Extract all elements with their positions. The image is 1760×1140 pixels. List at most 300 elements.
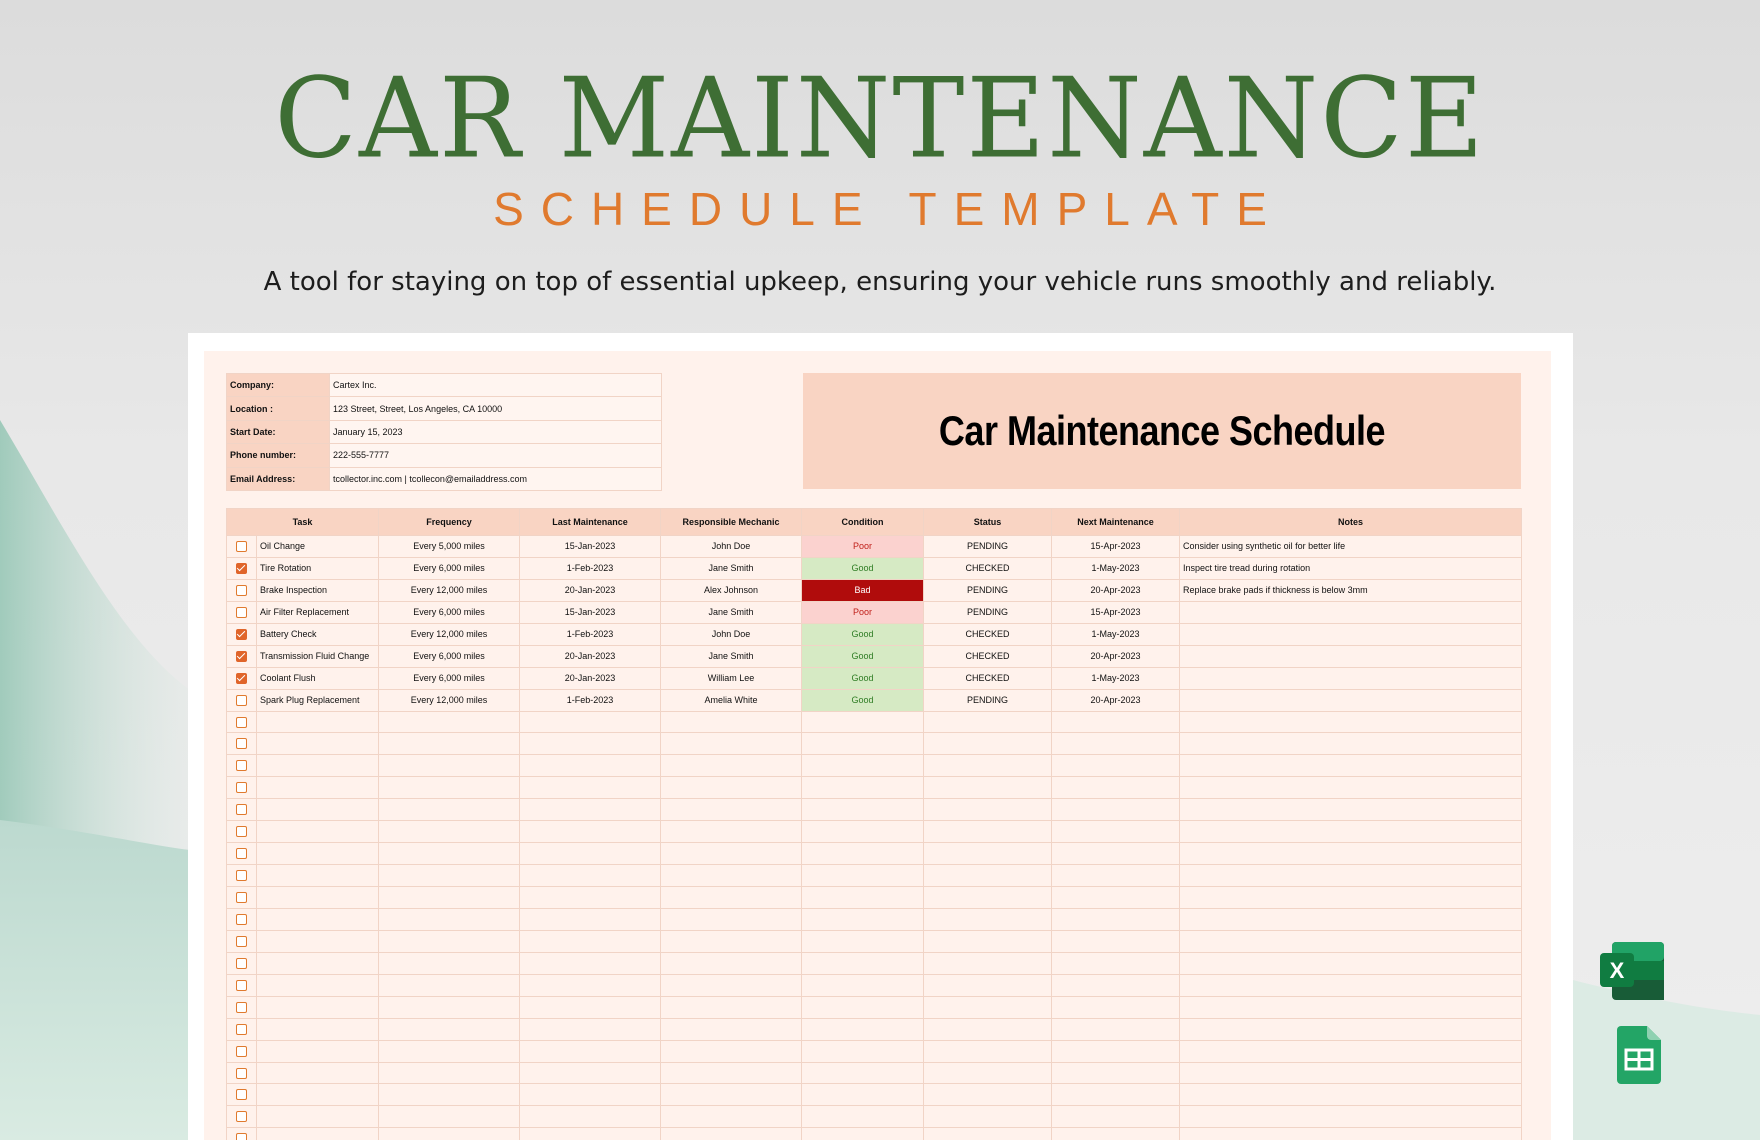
empty-cell[interactable] xyxy=(924,1128,1052,1140)
empty-cell[interactable] xyxy=(379,821,520,843)
empty-cell[interactable] xyxy=(924,1062,1052,1084)
task-cell[interactable]: Spark Plug Replacement xyxy=(257,689,379,711)
empty-cell[interactable] xyxy=(924,711,1052,733)
checkbox-unchecked[interactable] xyxy=(236,1133,247,1140)
empty-cell[interactable] xyxy=(661,887,802,909)
empty-cell[interactable] xyxy=(1052,996,1180,1018)
column-header-last-maintenance[interactable]: Last Maintenance xyxy=(520,509,661,536)
empty-cell[interactable] xyxy=(379,996,520,1018)
empty-cell[interactable] xyxy=(661,755,802,777)
table-body xyxy=(227,536,1522,1140)
empty-cell[interactable] xyxy=(1052,974,1180,996)
empty-cell[interactable] xyxy=(802,865,924,887)
empty-cell[interactable] xyxy=(520,865,661,887)
checkbox-unchecked[interactable] xyxy=(236,1002,247,1013)
empty-cell[interactable] xyxy=(257,1106,379,1128)
empty-cell[interactable] xyxy=(379,1128,520,1140)
empty-cell[interactable] xyxy=(802,733,924,755)
empty-cell[interactable] xyxy=(1180,821,1522,843)
empty-cell[interactable] xyxy=(661,733,802,755)
last-maintenance-cell[interactable]: 20-Jan-2023 xyxy=(520,579,661,601)
empty-cell[interactable] xyxy=(1180,777,1522,799)
empty-cell[interactable] xyxy=(1180,1106,1522,1128)
checkbox-cell xyxy=(227,799,257,821)
empty-cell[interactable] xyxy=(257,1040,379,1062)
frequency-cell[interactable]: Every 6,000 miles xyxy=(379,557,520,579)
checkbox-cell xyxy=(227,733,257,755)
checkbox-cell xyxy=(227,777,257,799)
empty-cell[interactable] xyxy=(924,1040,1052,1062)
empty-cell[interactable] xyxy=(1052,777,1180,799)
empty-cell[interactable] xyxy=(802,1106,924,1128)
empty-cell[interactable] xyxy=(661,1018,802,1040)
empty-cell[interactable] xyxy=(379,952,520,974)
frequency-cell[interactable]: Every 6,000 miles xyxy=(379,601,520,623)
checkbox-unchecked[interactable] xyxy=(236,804,247,815)
empty-cell[interactable] xyxy=(379,755,520,777)
notes-cell[interactable] xyxy=(1180,645,1522,667)
empty-cell[interactable] xyxy=(661,1040,802,1062)
task-cell[interactable]: Brake Inspection xyxy=(257,579,379,601)
empty-cell[interactable] xyxy=(924,974,1052,996)
empty-cell[interactable] xyxy=(1052,755,1180,777)
notes-cell[interactable] xyxy=(1180,601,1522,623)
notes-cell[interactable] xyxy=(1180,667,1522,689)
checkbox-unchecked[interactable] xyxy=(236,541,247,552)
empty-cell[interactable] xyxy=(661,777,802,799)
empty-cell[interactable] xyxy=(379,711,520,733)
empty-cell[interactable] xyxy=(661,821,802,843)
condition-cell[interactable]: Bad xyxy=(802,579,924,601)
checkbox-unchecked[interactable] xyxy=(236,980,247,991)
info-row-email xyxy=(227,467,662,490)
empty-cell[interactable] xyxy=(661,1128,802,1140)
empty-cell[interactable] xyxy=(379,908,520,930)
empty-cell[interactable] xyxy=(257,952,379,974)
checkbox-unchecked[interactable] xyxy=(236,695,247,706)
empty-cell[interactable] xyxy=(520,777,661,799)
empty-cell[interactable] xyxy=(1180,930,1522,952)
empty-cell[interactable] xyxy=(1180,996,1522,1018)
empty-cell[interactable] xyxy=(802,974,924,996)
empty-cell[interactable] xyxy=(661,843,802,865)
checkbox-unchecked[interactable] xyxy=(236,738,247,749)
empty-cell[interactable] xyxy=(379,1040,520,1062)
checkbox-cell xyxy=(227,843,257,865)
last-maintenance-cell[interactable]: 15-Jan-2023 xyxy=(520,536,661,558)
checkbox-cell xyxy=(227,1084,257,1106)
info-row-phone xyxy=(227,444,662,467)
empty-cell[interactable] xyxy=(520,755,661,777)
empty-cell[interactable] xyxy=(379,1018,520,1040)
email-label: Email Address: xyxy=(227,467,330,490)
empty-cell[interactable] xyxy=(661,1106,802,1128)
empty-cell[interactable] xyxy=(661,711,802,733)
checkbox-unchecked[interactable] xyxy=(236,760,247,771)
checkbox-cell xyxy=(227,557,257,579)
empty-cell[interactable] xyxy=(802,996,924,1018)
empty-cell[interactable] xyxy=(520,1128,661,1140)
empty-cell[interactable] xyxy=(257,799,379,821)
task-cell[interactable]: Transmission Fluid Change xyxy=(257,645,379,667)
empty-cell[interactable] xyxy=(1180,952,1522,974)
empty-cell[interactable] xyxy=(520,711,661,733)
empty-cell[interactable] xyxy=(1180,733,1522,755)
checkbox-cell xyxy=(227,821,257,843)
empty-cell[interactable] xyxy=(1052,1128,1180,1140)
status-cell[interactable]: PENDING xyxy=(924,689,1052,711)
condition-cell[interactable]: Good xyxy=(802,689,924,711)
empty-cell[interactable] xyxy=(379,865,520,887)
empty-cell[interactable] xyxy=(257,1018,379,1040)
empty-cell[interactable] xyxy=(802,1062,924,1084)
empty-cell[interactable] xyxy=(520,1040,661,1062)
checkbox-unchecked[interactable] xyxy=(236,870,247,881)
company-value[interactable]: Cartex Inc. xyxy=(330,374,662,397)
column-header-frequency[interactable]: Frequency xyxy=(379,509,520,536)
empty-cell[interactable] xyxy=(520,887,661,909)
empty-cell[interactable] xyxy=(520,1106,661,1128)
empty-cell[interactable] xyxy=(1052,711,1180,733)
condition-cell[interactable]: Good xyxy=(802,557,924,579)
empty-cell[interactable] xyxy=(1052,843,1180,865)
empty-cell[interactable] xyxy=(802,777,924,799)
empty-cell[interactable] xyxy=(520,799,661,821)
status-cell[interactable]: PENDING xyxy=(924,536,1052,558)
checkbox-unchecked[interactable] xyxy=(236,717,247,728)
checkbox-unchecked[interactable] xyxy=(236,826,247,837)
empty-cell[interactable] xyxy=(257,908,379,930)
empty-cell[interactable] xyxy=(379,777,520,799)
empty-cell[interactable] xyxy=(802,821,924,843)
table-row xyxy=(227,601,1522,623)
empty-cell[interactable] xyxy=(924,1018,1052,1040)
checkbox-unchecked[interactable] xyxy=(236,1089,247,1100)
next-maintenance-cell[interactable]: 15-Apr-2023 xyxy=(1052,536,1180,558)
start-date-value[interactable]: January 15, 2023 xyxy=(330,420,662,443)
next-maintenance-cell[interactable]: 20-Apr-2023 xyxy=(1052,689,1180,711)
empty-cell[interactable] xyxy=(257,777,379,799)
checkbox-cell xyxy=(227,1106,257,1128)
empty-cell[interactable] xyxy=(802,1084,924,1106)
empty-cell[interactable] xyxy=(924,821,1052,843)
empty-cell[interactable] xyxy=(924,799,1052,821)
empty-cell[interactable] xyxy=(379,1062,520,1084)
start-date-label: Start Date: xyxy=(227,420,330,443)
empty-cell[interactable] xyxy=(924,843,1052,865)
frequency-cell[interactable]: Every 5,000 miles xyxy=(379,536,520,558)
next-maintenance-cell[interactable]: 20-Apr-2023 xyxy=(1052,579,1180,601)
empty-cell[interactable] xyxy=(661,1062,802,1084)
empty-cell[interactable] xyxy=(520,1084,661,1106)
empty-cell[interactable] xyxy=(924,1084,1052,1106)
mechanic-cell[interactable]: Jane Smith xyxy=(661,601,802,623)
empty-cell[interactable] xyxy=(1052,952,1180,974)
empty-cell[interactable] xyxy=(802,799,924,821)
checkbox-checked[interactable] xyxy=(236,563,247,574)
empty-cell[interactable] xyxy=(520,996,661,1018)
task-cell[interactable]: Battery Check xyxy=(257,623,379,645)
empty-cell[interactable] xyxy=(257,711,379,733)
notes-cell[interactable]: Replace brake pads if thickness is below 3mm xyxy=(1180,579,1522,601)
notes-cell[interactable]: Inspect tire tread during rotation xyxy=(1180,557,1522,579)
status-cell[interactable]: PENDING xyxy=(924,601,1052,623)
next-maintenance-cell[interactable]: 1-May-2023 xyxy=(1052,623,1180,645)
mechanic-cell[interactable]: Amelia White xyxy=(661,689,802,711)
empty-cell[interactable] xyxy=(1052,1106,1180,1128)
mechanic-cell[interactable]: John Doe xyxy=(661,623,802,645)
location-value[interactable]: 123 Street, Street, Los Angeles, CA 10000 xyxy=(330,397,662,420)
empty-cell[interactable] xyxy=(924,908,1052,930)
checkbox-unchecked[interactable] xyxy=(236,1068,247,1079)
empty-cell[interactable] xyxy=(661,930,802,952)
notes-cell[interactable]: Consider using synthetic oil for better life xyxy=(1180,536,1522,558)
empty-cell[interactable] xyxy=(661,952,802,974)
location-label: Location : xyxy=(227,397,330,420)
empty-cell[interactable] xyxy=(1052,821,1180,843)
email-value[interactable]: tcollector.inc.com | tcollecon@emailaddress.com xyxy=(330,467,662,490)
checkbox-unchecked[interactable] xyxy=(236,848,247,859)
empty-cell[interactable] xyxy=(1052,733,1180,755)
empty-cell[interactable] xyxy=(520,1062,661,1084)
empty-cell[interactable] xyxy=(520,1018,661,1040)
empty-cell[interactable] xyxy=(257,865,379,887)
checkbox-cell xyxy=(227,623,257,645)
condition-cell[interactable]: Good xyxy=(802,645,924,667)
empty-cell[interactable] xyxy=(802,711,924,733)
empty-cell[interactable] xyxy=(1180,908,1522,930)
empty-cell[interactable] xyxy=(379,799,520,821)
last-maintenance-cell[interactable]: 20-Jan-2023 xyxy=(520,667,661,689)
empty-cell[interactable] xyxy=(1180,1018,1522,1040)
frequency-cell[interactable]: Every 12,000 miles xyxy=(379,579,520,601)
empty-cell[interactable] xyxy=(924,952,1052,974)
mechanic-cell[interactable]: John Doe xyxy=(661,536,802,558)
notes-cell[interactable] xyxy=(1180,623,1522,645)
status-cell[interactable]: PENDING xyxy=(924,579,1052,601)
checkbox-unchecked[interactable] xyxy=(236,892,247,903)
empty-cell[interactable] xyxy=(661,865,802,887)
checkbox-unchecked[interactable] xyxy=(236,782,247,793)
condition-cell[interactable]: Good xyxy=(802,667,924,689)
checkbox-unchecked[interactable] xyxy=(236,958,247,969)
mechanic-cell[interactable]: Jane Smith xyxy=(661,645,802,667)
info-row-company xyxy=(227,374,662,397)
empty-cell[interactable] xyxy=(802,1128,924,1140)
empty-cell[interactable] xyxy=(802,1018,924,1040)
task-cell[interactable]: Air Filter Replacement xyxy=(257,601,379,623)
checkbox-checked[interactable] xyxy=(236,673,247,684)
frequency-cell[interactable]: Every 12,000 miles xyxy=(379,623,520,645)
empty-cell[interactable] xyxy=(520,843,661,865)
column-header-responsible-mechanic[interactable]: Responsible Mechanic xyxy=(661,509,802,536)
empty-table-row xyxy=(227,1040,1522,1062)
empty-cell[interactable] xyxy=(257,1084,379,1106)
empty-table-row xyxy=(227,1128,1522,1140)
column-header-next-maintenance[interactable]: Next Maintenance xyxy=(1052,509,1180,536)
next-maintenance-cell[interactable]: 1-May-2023 xyxy=(1052,557,1180,579)
task-cell[interactable]: Tire Rotation xyxy=(257,557,379,579)
table-row xyxy=(227,667,1522,689)
empty-cell[interactable] xyxy=(1180,887,1522,909)
checkbox-unchecked[interactable] xyxy=(236,1024,247,1035)
empty-cell[interactable] xyxy=(1052,1062,1180,1084)
checkbox-cell xyxy=(227,1040,257,1062)
status-cell[interactable]: CHECKED xyxy=(924,623,1052,645)
frequency-cell[interactable]: Every 6,000 miles xyxy=(379,645,520,667)
checkbox-checked[interactable] xyxy=(236,629,247,640)
last-maintenance-cell[interactable]: 20-Jan-2023 xyxy=(520,645,661,667)
column-header-notes[interactable]: Notes xyxy=(1180,509,1522,536)
empty-cell[interactable] xyxy=(1052,1018,1180,1040)
empty-table-row xyxy=(227,908,1522,930)
last-maintenance-cell[interactable]: 1-Feb-2023 xyxy=(520,623,661,645)
empty-cell[interactable] xyxy=(802,755,924,777)
empty-cell[interactable] xyxy=(379,733,520,755)
empty-cell[interactable] xyxy=(1180,799,1522,821)
empty-cell[interactable] xyxy=(802,887,924,909)
last-maintenance-cell[interactable]: 1-Feb-2023 xyxy=(520,689,661,711)
empty-cell[interactable] xyxy=(661,1084,802,1106)
empty-cell[interactable] xyxy=(1180,1128,1522,1140)
empty-cell[interactable] xyxy=(520,821,661,843)
empty-cell[interactable] xyxy=(520,908,661,930)
frequency-cell[interactable]: Every 12,000 miles xyxy=(379,689,520,711)
last-maintenance-cell[interactable]: 15-Jan-2023 xyxy=(520,601,661,623)
task-cell[interactable]: Oil Change xyxy=(257,536,379,558)
checkbox-unchecked[interactable] xyxy=(236,936,247,947)
checkbox-checked[interactable] xyxy=(236,651,247,662)
empty-cell[interactable] xyxy=(661,908,802,930)
condition-cell[interactable]: Good xyxy=(802,623,924,645)
empty-cell[interactable] xyxy=(802,930,924,952)
checkbox-unchecked[interactable] xyxy=(236,914,247,925)
status-cell[interactable]: CHECKED xyxy=(924,645,1052,667)
empty-cell[interactable] xyxy=(1052,799,1180,821)
empty-cell[interactable] xyxy=(379,843,520,865)
condition-cell[interactable]: Poor xyxy=(802,536,924,558)
empty-cell[interactable] xyxy=(379,930,520,952)
checkbox-cell xyxy=(227,601,257,623)
empty-cell[interactable] xyxy=(924,777,1052,799)
empty-cell[interactable] xyxy=(924,1106,1052,1128)
empty-cell[interactable] xyxy=(1180,865,1522,887)
checkbox-cell xyxy=(227,1062,257,1084)
empty-cell[interactable] xyxy=(257,1128,379,1140)
empty-cell[interactable] xyxy=(257,755,379,777)
empty-cell[interactable] xyxy=(1180,1084,1522,1106)
next-maintenance-cell[interactable]: 15-Apr-2023 xyxy=(1052,601,1180,623)
empty-cell[interactable] xyxy=(1052,908,1180,930)
empty-cell[interactable] xyxy=(1180,1040,1522,1062)
empty-cell[interactable] xyxy=(924,865,1052,887)
notes-cell[interactable] xyxy=(1180,689,1522,711)
empty-cell[interactable] xyxy=(520,733,661,755)
excel-icon-letter: X xyxy=(1609,958,1625,983)
empty-cell[interactable] xyxy=(1180,1062,1522,1084)
checkbox-cell xyxy=(227,952,257,974)
empty-cell[interactable] xyxy=(379,1106,520,1128)
page-title: CAR MAINTENANCE xyxy=(274,55,1486,184)
company-info-table xyxy=(226,373,662,491)
checkbox-unchecked[interactable] xyxy=(236,607,247,618)
empty-cell[interactable] xyxy=(257,930,379,952)
empty-table-row xyxy=(227,930,1522,952)
empty-cell[interactable] xyxy=(520,930,661,952)
empty-cell[interactable] xyxy=(520,952,661,974)
last-maintenance-cell[interactable]: 1-Feb-2023 xyxy=(520,557,661,579)
empty-cell[interactable] xyxy=(924,996,1052,1018)
empty-cell[interactable] xyxy=(661,799,802,821)
empty-cell[interactable] xyxy=(1180,755,1522,777)
frequency-cell[interactable]: Every 6,000 miles xyxy=(379,667,520,689)
checkbox-cell xyxy=(227,1128,257,1140)
empty-cell[interactable] xyxy=(802,908,924,930)
checkbox-cell xyxy=(227,645,257,667)
empty-cell[interactable] xyxy=(257,996,379,1018)
empty-cell[interactable] xyxy=(257,887,379,909)
page-description: A tool for staying on top of essential upkeep, ensuring your vehicle runs smoothly and reliably. xyxy=(263,267,1497,297)
checkbox-unchecked[interactable] xyxy=(236,1111,247,1122)
empty-cell[interactable] xyxy=(661,996,802,1018)
next-maintenance-cell[interactable]: 20-Apr-2023 xyxy=(1052,645,1180,667)
column-header-condition[interactable]: Condition xyxy=(802,509,924,536)
mechanic-cell[interactable]: Jane Smith xyxy=(661,557,802,579)
phone-value[interactable]: 222-555-7777 xyxy=(330,444,662,467)
empty-cell[interactable] xyxy=(1180,843,1522,865)
empty-cell[interactable] xyxy=(924,887,1052,909)
mechanic-cell[interactable]: William Lee xyxy=(661,667,802,689)
empty-cell[interactable] xyxy=(1180,711,1522,733)
empty-cell[interactable] xyxy=(802,843,924,865)
empty-cell[interactable] xyxy=(379,887,520,909)
checkbox-cell xyxy=(227,865,257,887)
status-cell[interactable]: CHECKED xyxy=(924,667,1052,689)
empty-cell[interactable] xyxy=(257,974,379,996)
empty-cell[interactable] xyxy=(1052,887,1180,909)
empty-cell[interactable] xyxy=(1180,974,1522,996)
task-cell[interactable]: Coolant Flush xyxy=(257,667,379,689)
empty-cell[interactable] xyxy=(257,1062,379,1084)
empty-cell[interactable] xyxy=(1052,865,1180,887)
checkbox-unchecked[interactable] xyxy=(236,585,247,596)
mechanic-cell[interactable]: Alex Johnson xyxy=(661,579,802,601)
empty-cell[interactable] xyxy=(924,930,1052,952)
empty-cell[interactable] xyxy=(802,1040,924,1062)
empty-cell[interactable] xyxy=(379,1084,520,1106)
empty-cell[interactable] xyxy=(924,733,1052,755)
column-header-status[interactable]: Status xyxy=(924,509,1052,536)
empty-table-row xyxy=(227,733,1522,755)
column-header-task[interactable]: Task xyxy=(227,509,379,536)
empty-cell[interactable] xyxy=(802,952,924,974)
empty-cell[interactable] xyxy=(520,974,661,996)
empty-cell[interactable] xyxy=(257,733,379,755)
checkbox-unchecked[interactable] xyxy=(236,1046,247,1057)
condition-cell[interactable]: Poor xyxy=(802,601,924,623)
empty-cell[interactable] xyxy=(257,843,379,865)
checkbox-cell xyxy=(227,996,257,1018)
status-cell[interactable]: CHECKED xyxy=(924,557,1052,579)
next-maintenance-cell[interactable]: 1-May-2023 xyxy=(1052,667,1180,689)
empty-cell[interactable] xyxy=(1052,1040,1180,1062)
empty-cell[interactable] xyxy=(1052,1084,1180,1106)
empty-cell[interactable] xyxy=(1052,930,1180,952)
empty-cell[interactable] xyxy=(257,821,379,843)
empty-cell[interactable] xyxy=(924,755,1052,777)
empty-cell[interactable] xyxy=(379,974,520,996)
empty-cell[interactable] xyxy=(661,974,802,996)
